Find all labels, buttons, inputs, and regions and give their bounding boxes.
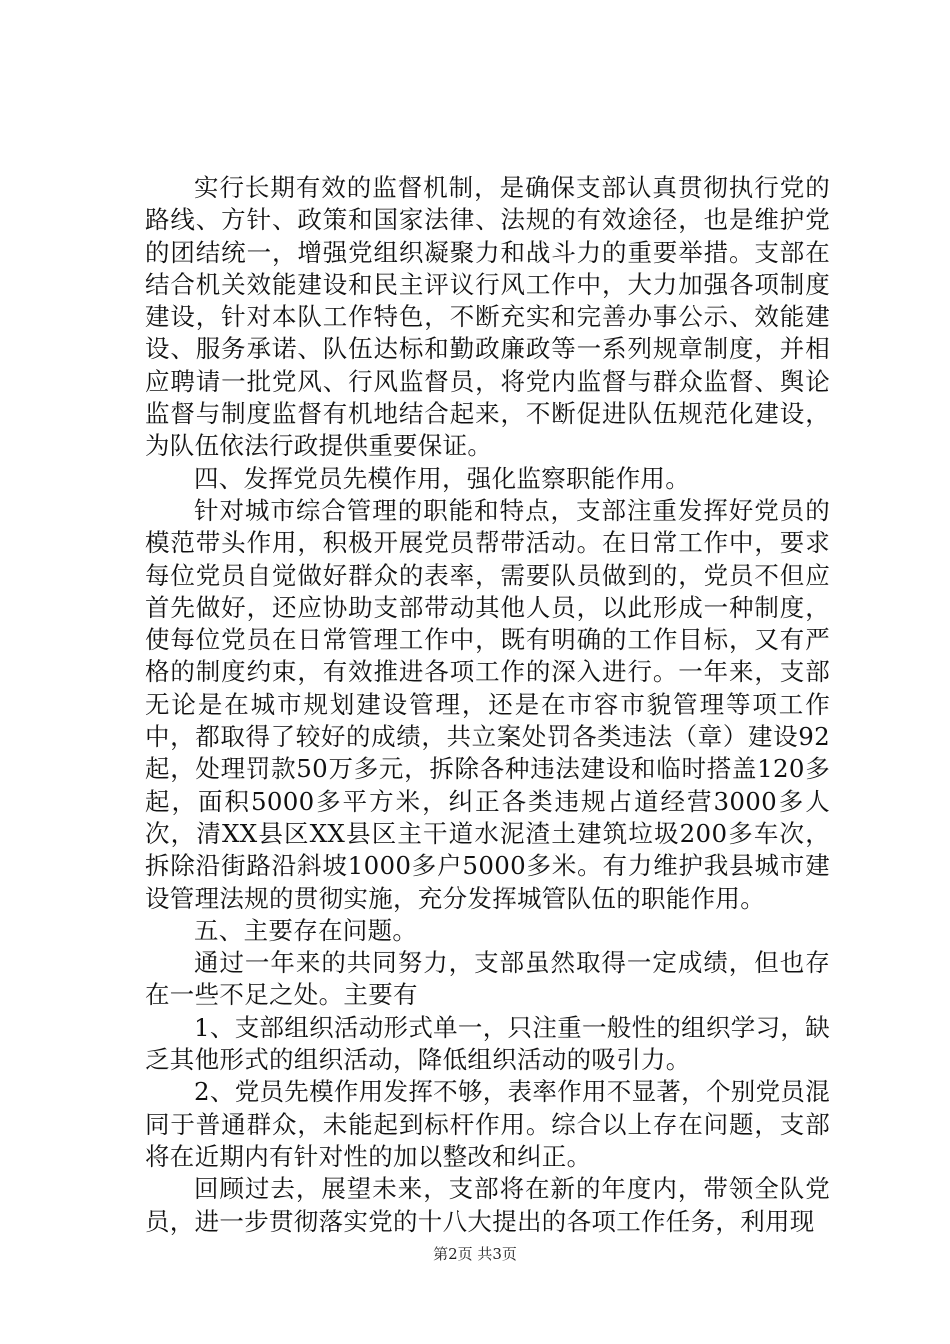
paragraph-party-member-role: 针对城市综合管理的职能和特点，支部注重发挥好党员的模范带头作用，积极开展党员帮带活动。在日常工作中，要求每位党员自觉做好群众的表率，需要队员做到的，党员不但应首先做好，还应协助支部带动其他人员，以此形成一种制度，使每位党员在日常管理工作中，既有明确的工作目标，又有严格的制度约束，有效推进各项工作的深入进行。一年来，支部无论是在城市规划建设管理，还是在市容市貌管理等项工作中，都取得了较好的成绩，共立案处罚各类违法（章）建设92起，处理罚款50万多元，拆除各种违法建设和临时搭盖120多起，面积5000多平方米，纠正各类违规占道经营3000多人次，清XX县区XX县区主干道水泥渣土建筑垃圾200多车次，拆除沿街路沿斜坡1000多户5000多米。有力维护我县城市建设管理法规的贯彻实施，充分发挥城管队伍的职能作用。	[145, 495, 830, 913]
paragraph-problem-one: 1、支部组织活动形式单一，只注重一般性的组织学习，缺乏其他形式的组织活动，降低组织活动的吸引力。	[145, 1012, 830, 1075]
document-body	[145, 172, 830, 1238]
paragraph-problems-intro: 通过一年来的共同努力，支部虽然取得一定成绩，但也存在一些不足之处。主要有	[145, 948, 830, 1010]
paragraph-problem-two: 2、党员先模作用发挥不够，表率作用不显著，个别党员混同于普通群众，未能起到标杆作用。综合以上存在问题，支部将在近期内有针对性的加以整改和纠正。	[145, 1077, 830, 1171]
page-number-footer: 第2页 共3页	[433, 1245, 517, 1263]
paragraph-outlook: 回顾过去，展望未来，支部将在新的年度内，带领全队党员，进一步贯彻落实党的十八大提出的各项工作任务，利用现	[145, 1174, 830, 1236]
paragraph-supervision-mechanism: 实行长期有效的监督机制，是确保支部认真贯彻执行党的路线、方针、政策和国家法律、法规的有效途径，也是维护党的团结统一，增强党组织凝聚力和战斗力的重要举措。支部在结合机关效能建设和民主评议行风工作中，大力加强各项制度建设，针对本队工作特色，不断充实和完善办事公示、效能建设、服务承诺、队伍达标和勤政廉政等一系列规章制度，并相应聘请一批党风、行风监督员，将党内监督与群众监督、舆论监督与制度监督有机地结合起来，不断促进队伍规范化建设，为队伍依法行政提供重要保证。	[145, 173, 830, 461]
heading-section-five: 五、主要存在问题。	[194, 915, 418, 945]
heading-section-four: 四、发挥党员先模作用，强化监察职能作用。	[194, 463, 690, 493]
